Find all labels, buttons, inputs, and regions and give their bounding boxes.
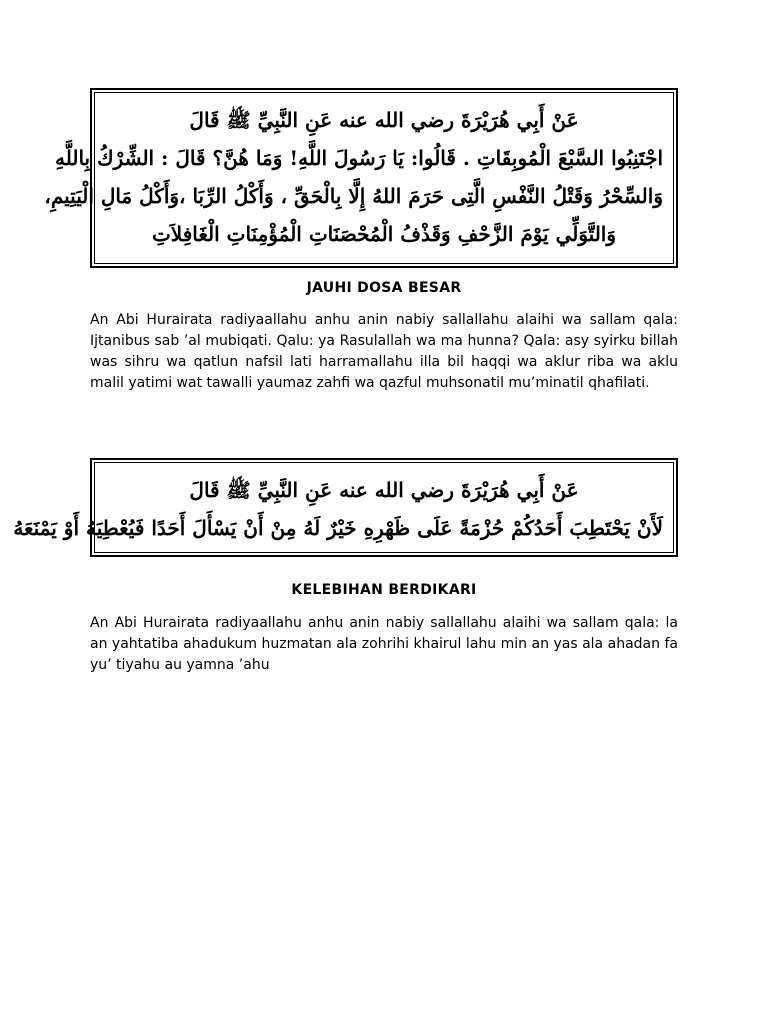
hadith-arabic-box-2 xyxy=(13,458,678,557)
section-heading-1: JAUHI DOSA BESAR xyxy=(306,280,462,296)
transliteration-paragraph-1: An Abi Hurairata radiyaallahu anhu anin nabiy sallallahu alaihi wa sallam qala: Ijtanibus sab ’al mubiqati. Qalu: ya Rasulallah wa ma hunna? Qala: asy syirku billah was sihru wa qatlun nafsil lati harramallahu illa bil haqqi wa aklur riba wa aklu malil yatimi wat tawalli yaumaz zahfi wa qazful muhsonatil mu’minatil qhafilati. xyxy=(90,312,678,391)
arabic-line: عَنْ أَبِي هُرَيْرَةَ رضي الله عنه عَنِ النَّبِيِّ ﷺ قَالَ xyxy=(189,108,579,132)
arabic-line: لَأَنْ يَحْتَطِبَ أَحَدُكُمْ حُزْمَةً عَلَى ظَهْرِهِ خَيْرٌ لَهُ مِنْ أَنْ يَسْأَلَ أَحَدًا فَيُعْطِيَهُ أَوْ يَمْنَعَهُ xyxy=(13,516,663,540)
arabic-line: وَالسِّحْرُ وَقَتْلُ النَّفْسِ الَّتِى حَرَمَ اللهُ إِلَّا بِالْحَقِّ ، وَأَكْلُ الرِّبَا ،وَأَكْلُ مَالِ الْيَتِيمِ، xyxy=(44,184,663,208)
transliteration-paragraph-2: An Abi Hurairata radiyaallahu anhu anin nabiy sallallahu alaihi wa sallam qala: la an yahtatiba ahadukum huzmatan ala zohrihi khairul lahu min an yas ala ahadan fa yu’ tiyahu au yamna ’ahu xyxy=(90,615,678,673)
section-heading-2: KELEBIHAN BERDIKARI xyxy=(291,582,477,598)
hadith-arabic-text-2 xyxy=(13,462,674,553)
hadith-arabic-box-1 xyxy=(44,88,678,268)
hadith-arabic-text-1 xyxy=(44,92,674,264)
arabic-line: اجْتَنِبُوا السَّبْعَ الْمُوبِقَاتِ . قَالُوا: يَا رَسُولَ اللَّهِ! وَمَا هُنَّ؟ قَالَ : الشِّرْكُ بِاللَّهِ xyxy=(55,146,663,170)
arabic-line: وَالتَّوَلِّي يَوْمَ الزَّحْفِ وَقَذْفُ الْمُحْصَنَاتِ الْمُؤْمِنَاتِ الْغَافِلاَتِ xyxy=(151,222,617,246)
arabic-line: عَنْ أَبِي هُرَيْرَةَ رضي الله عنه عَنِ النَّبِيِّ ﷺ قَالَ xyxy=(189,478,579,502)
